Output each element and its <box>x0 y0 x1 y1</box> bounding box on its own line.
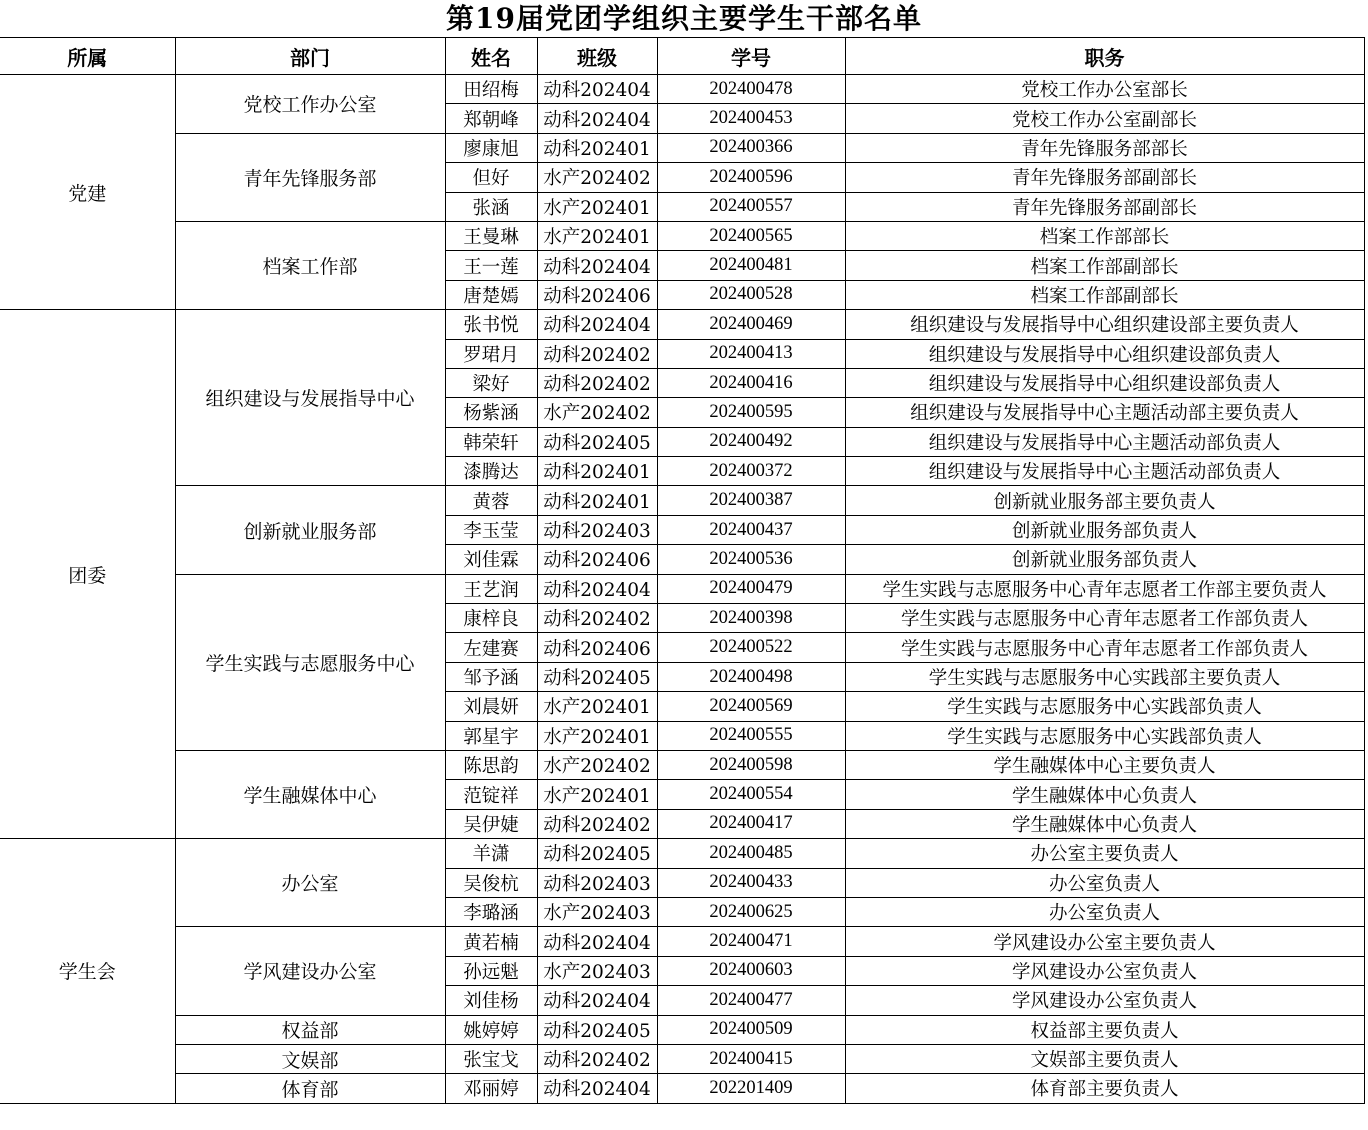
position-cell: 学生融媒体中心负责人 <box>845 780 1364 809</box>
position-cell: 青年先锋服务部部长 <box>845 133 1364 162</box>
student-id-cell: 202400387 <box>657 486 845 515</box>
class-cell: 动科202402 <box>537 1044 657 1073</box>
header-department: 部门 <box>175 38 445 75</box>
table-body <box>0 75 1364 1104</box>
class-cell: 水产202401 <box>537 692 657 721</box>
position-cell: 组织建设与发展指导中心主题活动部负责人 <box>845 427 1364 456</box>
header-name: 姓名 <box>445 38 537 75</box>
department-cell: 学生融媒体中心 <box>175 750 445 838</box>
student-id-cell: 202400413 <box>657 339 845 368</box>
class-cell: 动科202401 <box>537 486 657 515</box>
student-id-cell: 202201409 <box>657 1074 845 1103</box>
department-cell: 学风建设办公室 <box>175 927 445 1015</box>
header-position: 职务 <box>845 38 1364 75</box>
student-id-cell: 202400557 <box>657 192 845 221</box>
position-cell: 学生实践与志愿服务中心青年志愿者工作部主要负责人 <box>845 574 1364 603</box>
position-cell: 权益部主要负责人 <box>845 1015 1364 1044</box>
table-row <box>0 1074 1364 1103</box>
department-cell: 档案工作部 <box>175 221 445 309</box>
class-cell: 动科202402 <box>537 339 657 368</box>
header-class: 班级 <box>537 38 657 75</box>
name-cell: 罗珺月 <box>445 339 537 368</box>
name-cell: 范锭祥 <box>445 780 537 809</box>
class-cell: 动科202404 <box>537 1074 657 1103</box>
position-cell: 档案工作部副部长 <box>845 280 1364 309</box>
student-id-cell: 202400398 <box>657 604 845 633</box>
department-cell: 权益部 <box>175 1015 445 1044</box>
name-cell: 李璐涵 <box>445 897 537 926</box>
student-id-cell: 202400469 <box>657 310 845 339</box>
class-cell: 动科202404 <box>537 927 657 956</box>
student-id-cell: 202400481 <box>657 251 845 280</box>
position-cell: 学生实践与志愿服务中心实践部主要负责人 <box>845 662 1364 691</box>
name-cell: 左建赛 <box>445 633 537 662</box>
class-cell: 动科202406 <box>537 633 657 662</box>
student-id-cell: 202400598 <box>657 750 845 779</box>
name-cell: 韩荣轩 <box>445 427 537 456</box>
name-cell: 刘佳霖 <box>445 545 537 574</box>
student-id-cell: 202400479 <box>657 574 845 603</box>
class-cell: 动科202404 <box>537 104 657 133</box>
student-id-cell: 202400528 <box>657 280 845 309</box>
affiliation-cell: 学生会 <box>0 839 175 1104</box>
name-cell: 邓丽婷 <box>445 1074 537 1103</box>
name-cell: 田绍梅 <box>445 75 537 104</box>
position-cell: 创新就业服务部主要负责人 <box>845 486 1364 515</box>
position-cell: 档案工作部副部长 <box>845 251 1364 280</box>
student-id-cell: 202400603 <box>657 956 845 985</box>
position-cell: 组织建设与发展指导中心组织建设部主要负责人 <box>845 310 1364 339</box>
name-cell: 邹予涵 <box>445 662 537 691</box>
student-id-cell: 202400366 <box>657 133 845 162</box>
student-id-cell: 202400433 <box>657 868 845 897</box>
student-id-cell: 202400437 <box>657 515 845 544</box>
position-cell: 学生融媒体中心负责人 <box>845 809 1364 838</box>
position-cell: 学生实践与志愿服务中心青年志愿者工作部负责人 <box>845 633 1364 662</box>
position-cell: 文娱部主要负责人 <box>845 1044 1364 1073</box>
document-title: 第19届党团学组织主要学生干部名单 <box>446 2 922 35</box>
department-cell: 组织建设与发展指导中心 <box>175 310 445 486</box>
table-row <box>0 1044 1364 1073</box>
class-cell: 动科202405 <box>537 839 657 868</box>
class-cell: 水产202403 <box>537 897 657 926</box>
table-row <box>0 133 1364 162</box>
table-row <box>0 750 1364 779</box>
name-cell: 康梓良 <box>445 604 537 633</box>
class-cell: 动科202403 <box>537 515 657 544</box>
position-cell: 学生实践与志愿服务中心实践部负责人 <box>845 721 1364 750</box>
student-id-cell: 202400477 <box>657 986 845 1015</box>
name-cell: 刘佳杨 <box>445 986 537 1015</box>
table-row <box>0 221 1364 250</box>
table-row <box>0 75 1364 104</box>
position-cell: 创新就业服务部负责人 <box>845 515 1364 544</box>
class-cell: 水产202402 <box>537 750 657 779</box>
student-id-cell: 202400485 <box>657 839 845 868</box>
student-id-cell: 202400415 <box>657 1044 845 1073</box>
position-cell: 青年先锋服务部副部长 <box>845 192 1364 221</box>
table-row <box>0 310 1364 339</box>
name-cell: 吴伊婕 <box>445 809 537 838</box>
name-cell: 羊潇 <box>445 839 537 868</box>
student-id-cell: 202400509 <box>657 1015 845 1044</box>
name-cell: 吴俊杭 <box>445 868 537 897</box>
name-cell: 陈思韵 <box>445 750 537 779</box>
class-cell: 水产202402 <box>537 398 657 427</box>
student-id-cell: 202400498 <box>657 662 845 691</box>
name-cell: 但好 <box>445 163 537 192</box>
table-row <box>0 486 1364 515</box>
class-cell: 水产202401 <box>537 221 657 250</box>
affiliation-cell: 党建 <box>0 75 175 310</box>
position-cell: 青年先锋服务部副部长 <box>845 163 1364 192</box>
class-cell: 动科202402 <box>537 368 657 397</box>
class-cell: 动科202401 <box>537 133 657 162</box>
position-cell: 档案工作部部长 <box>845 221 1364 250</box>
class-cell: 水产202403 <box>537 956 657 985</box>
department-cell: 文娱部 <box>175 1044 445 1073</box>
department-cell: 党校工作办公室 <box>175 75 445 134</box>
class-cell: 水产202401 <box>537 192 657 221</box>
class-cell: 动科202402 <box>537 604 657 633</box>
class-cell: 动科202404 <box>537 251 657 280</box>
student-id-cell: 202400417 <box>657 809 845 838</box>
name-cell: 张书悦 <box>445 310 537 339</box>
student-id-cell: 202400471 <box>657 927 845 956</box>
department-cell: 学生实践与志愿服务中心 <box>175 574 445 750</box>
affiliation-cell: 团委 <box>0 310 175 839</box>
class-cell: 动科202405 <box>537 1015 657 1044</box>
name-cell: 杨紫涵 <box>445 398 537 427</box>
student-id-cell: 202400554 <box>657 780 845 809</box>
class-cell: 动科202404 <box>537 986 657 1015</box>
student-id-cell: 202400569 <box>657 692 845 721</box>
student-id-cell: 202400372 <box>657 457 845 486</box>
position-cell: 组织建设与发展指导中心主题活动部负责人 <box>845 457 1364 486</box>
department-cell: 青年先锋服务部 <box>175 133 445 221</box>
position-cell: 组织建设与发展指导中心主题活动部主要负责人 <box>845 398 1364 427</box>
name-cell: 郭星宇 <box>445 721 537 750</box>
position-cell: 学生实践与志愿服务中心实践部负责人 <box>845 692 1364 721</box>
class-cell: 动科202406 <box>537 545 657 574</box>
department-cell: 体育部 <box>175 1074 445 1103</box>
department-cell: 创新就业服务部 <box>175 486 445 574</box>
name-cell: 姚婷婷 <box>445 1015 537 1044</box>
position-cell: 学风建设办公室负责人 <box>845 956 1364 985</box>
table-row <box>0 839 1364 868</box>
class-cell: 动科202402 <box>537 809 657 838</box>
name-cell: 王艺润 <box>445 574 537 603</box>
position-cell: 学生实践与志愿服务中心青年志愿者工作部负责人 <box>845 604 1364 633</box>
position-cell: 学生融媒体中心主要负责人 <box>845 750 1364 779</box>
student-id-cell: 202400453 <box>657 104 845 133</box>
student-id-cell: 202400416 <box>657 368 845 397</box>
name-cell: 黄若楠 <box>445 927 537 956</box>
position-cell: 体育部主要负责人 <box>845 1074 1364 1103</box>
name-cell: 廖康旭 <box>445 133 537 162</box>
name-cell: 梁好 <box>445 368 537 397</box>
class-cell: 水产202401 <box>537 780 657 809</box>
class-cell: 水产202402 <box>537 163 657 192</box>
position-cell: 党校工作办公室部长 <box>845 75 1364 104</box>
header-row <box>0 38 1364 75</box>
table-row <box>0 574 1364 603</box>
student-id-cell: 202400625 <box>657 897 845 926</box>
position-cell: 组织建设与发展指导中心组织建设部负责人 <box>845 339 1364 368</box>
position-cell: 学风建设办公室主要负责人 <box>845 927 1364 956</box>
student-id-cell: 202400478 <box>657 75 845 104</box>
student-id-cell: 202400522 <box>657 633 845 662</box>
name-cell: 张涵 <box>445 192 537 221</box>
student-id-cell: 202400555 <box>657 721 845 750</box>
cadre-table <box>0 37 1365 1104</box>
student-id-cell: 202400492 <box>657 427 845 456</box>
class-cell: 动科202404 <box>537 310 657 339</box>
name-cell: 孙远魁 <box>445 956 537 985</box>
class-cell: 动科202405 <box>537 427 657 456</box>
class-cell: 动科202404 <box>537 75 657 104</box>
position-cell: 办公室负责人 <box>845 897 1364 926</box>
class-cell: 动科202405 <box>537 662 657 691</box>
name-cell: 郑朝峰 <box>445 104 537 133</box>
position-cell: 办公室负责人 <box>845 868 1364 897</box>
student-id-cell: 202400565 <box>657 221 845 250</box>
table-row <box>0 1015 1364 1044</box>
position-cell: 组织建设与发展指导中心组织建设部负责人 <box>845 368 1364 397</box>
table-row <box>0 927 1364 956</box>
department-cell: 办公室 <box>175 839 445 927</box>
header-student-id: 学号 <box>657 38 845 75</box>
position-cell: 党校工作办公室副部长 <box>845 104 1364 133</box>
class-cell: 动科202404 <box>537 574 657 603</box>
student-id-cell: 202400596 <box>657 163 845 192</box>
name-cell: 刘晨妍 <box>445 692 537 721</box>
name-cell: 李玉莹 <box>445 515 537 544</box>
name-cell: 唐楚嫣 <box>445 280 537 309</box>
class-cell: 动科202401 <box>537 457 657 486</box>
student-id-cell: 202400595 <box>657 398 845 427</box>
class-cell: 动科202403 <box>537 868 657 897</box>
name-cell: 漆腾达 <box>445 457 537 486</box>
position-cell: 办公室主要负责人 <box>845 839 1364 868</box>
position-cell: 创新就业服务部负责人 <box>845 545 1364 574</box>
header-affiliation: 所属 <box>0 38 175 75</box>
name-cell: 王一莲 <box>445 251 537 280</box>
name-cell: 张宝戈 <box>445 1044 537 1073</box>
name-cell: 黄蓉 <box>445 486 537 515</box>
class-cell: 动科202406 <box>537 280 657 309</box>
name-cell: 王曼琳 <box>445 221 537 250</box>
class-cell: 水产202401 <box>537 721 657 750</box>
position-cell: 学风建设办公室负责人 <box>845 986 1364 1015</box>
student-id-cell: 202400536 <box>657 545 845 574</box>
